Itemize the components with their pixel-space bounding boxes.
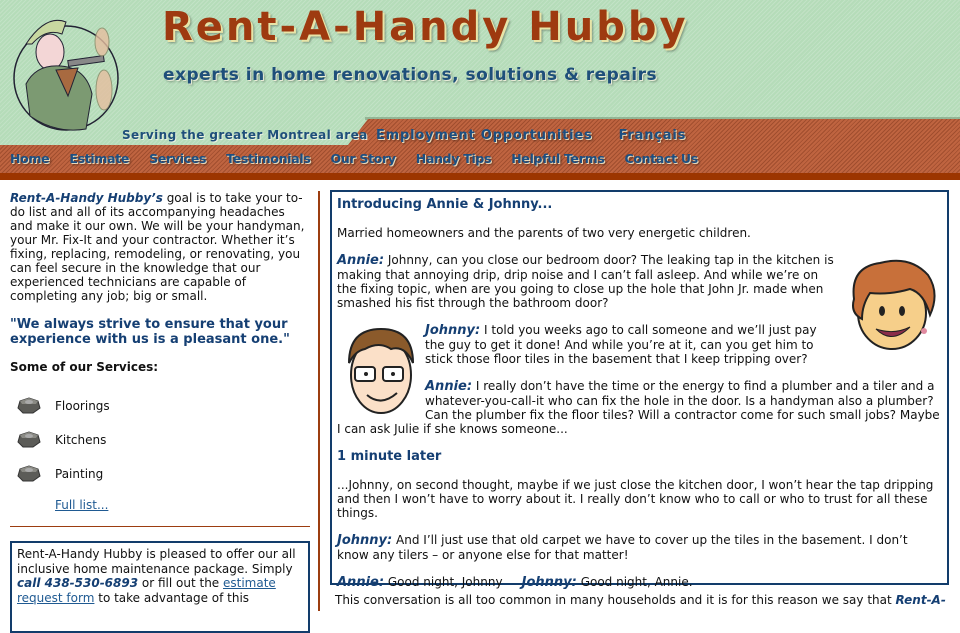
- nav-home[interactable]: Home: [10, 151, 50, 166]
- offer-text: to take advantage of this: [94, 590, 250, 605]
- brand-name: Rent-A-: [895, 593, 946, 607]
- left-column: [10, 191, 310, 512]
- nav-estimate[interactable]: Estimate: [69, 151, 130, 166]
- site-title: Rent-A-Handy Hubby: [162, 4, 689, 50]
- column-divider: [318, 191, 320, 611]
- speaker-annie: Annie:: [337, 575, 385, 590]
- summary-text: This conversation is all too common in many households and it is for this reason we say that: [335, 593, 896, 607]
- main-nav: [10, 151, 718, 166]
- site-header: [0, 0, 960, 180]
- intro-text: goal is to take your to-do list and all of its accompanying headaches and make it our own. We will be your handyman, your Mr. Fix-It and your contractor. Whether it’s fixing, replacing, remodeling, or renovating, you can feel secure in the knowledge that our experienced technicians are capable of completing any job; big or small.: [10, 191, 305, 303]
- dialogue-text: Good night, Annie.: [576, 575, 693, 589]
- story-line-annie-2: [337, 379, 942, 436]
- dialogue-text: Good night, Johnny: [384, 575, 503, 589]
- services-list: [10, 389, 310, 512]
- header-bottom-bar: [0, 173, 960, 180]
- maintenance-offer-box: [10, 541, 310, 633]
- full-services-list-link[interactable]: Full list...: [55, 498, 109, 512]
- nav-handy-tips[interactable]: Handy Tips: [415, 151, 492, 166]
- brand-name: Rent-A-Handy Hubby’s: [10, 191, 163, 205]
- story-line-johnny-2: [337, 533, 942, 562]
- service-area-text: Serving the greater Montreal area: [122, 128, 368, 142]
- nav-contact-us[interactable]: Contact Us: [624, 151, 698, 166]
- speaker-annie: Annie:: [425, 379, 473, 394]
- offer-text: or fill out the: [138, 576, 223, 590]
- handyman-mascot-logo[interactable]: [6, 4, 134, 136]
- nav-services[interactable]: Services: [149, 151, 207, 166]
- top-links: [376, 128, 686, 143]
- nav-our-story[interactable]: Our Story: [330, 151, 396, 166]
- service-item-painting: [10, 457, 310, 491]
- hex-nut-icon: [16, 397, 42, 415]
- hex-nut-icon: [16, 431, 42, 449]
- service-item-kitchens: [10, 423, 310, 457]
- later-heading: 1 minute later: [337, 449, 442, 464]
- goodnight-line: [337, 575, 942, 590]
- service-label: Kitchens: [55, 433, 107, 447]
- offer-text: Rent-A-Handy Hubby is pleased to offer our all inclusive home maintenance package. Simply: [17, 547, 296, 576]
- speaker-annie: Annie:: [337, 253, 385, 268]
- annie-johnny-story-box: [330, 190, 949, 590]
- employment-opportunities-link[interactable]: Employment Opportunities: [376, 128, 593, 143]
- speaker-johnny: Johnny:: [337, 533, 393, 548]
- speaker-johnny: Johnny:: [521, 575, 577, 590]
- service-item-floorings: [10, 389, 310, 423]
- dialogue-text: And I’ll just use that old carpet we have to cover up the tiles in the basement. I don’t know any tilers – or anyone else for that matter!: [337, 533, 908, 562]
- nav-helpful-terms[interactable]: Helpful Terms: [511, 151, 605, 166]
- left-divider: [10, 526, 310, 527]
- annie-cartoon-face: [840, 253, 942, 355]
- dialogue-text: Johnny, can you close our bedroom door? The leaking tap in the kitchen is making that annoying drip, drip noise and I can’t fall asleep. And while we’re on the fixing topic, when are you going to close up the hole that John Jr. made when smashed his fist through the bathroom door?: [337, 253, 834, 310]
- site-tagline: experts in home renovations, solutions & repairs: [163, 65, 658, 85]
- nav-testimonials[interactable]: Testimonials: [226, 151, 311, 166]
- service-label: Painting: [55, 467, 104, 481]
- story-intro: Married homeowners and the parents of two very energetic children.: [337, 226, 751, 240]
- conversation-summary-text: [335, 593, 946, 607]
- service-label: Floorings: [55, 399, 110, 413]
- story-heading: Introducing Annie & Johnny...: [337, 197, 553, 212]
- company-quote: "We always strive to ensure that your experience with us is a pleasant one.": [10, 317, 290, 347]
- hex-nut-icon: [16, 465, 42, 483]
- later-text: ...Johnny, on second thought, maybe if we just close the kitchen door, I won’t hear the tap dripping and then I won’t have to worry about it. I really don’t know who to call or who to trust for all these things.: [337, 478, 934, 520]
- dialogue-text: I really don’t have the time or the energy to find a plumber and a tiler and a whatever-you-call-it who can fix the hole in the door. Is a handyman also a plumber? Can the plumber fix the floor tiles? Will a contractor come for such small jobs? Maybe I can ask Julie if she knows someone...: [337, 379, 940, 436]
- call-phone-number[interactable]: call 438-530-6893: [17, 576, 139, 590]
- estimate-request-form-link[interactable]: estimate request form: [17, 576, 276, 605]
- francais-language-link[interactable]: Français: [618, 128, 687, 143]
- johnny-cartoon-face: [339, 323, 421, 417]
- dialogue-text: I told you weeks ago to call someone and we’ll just pay the guy to get it done! And while you’re at it, can you get him to stick those floor tiles in the basement that I keep tripping over?: [425, 323, 817, 366]
- speaker-johnny: Johnny:: [425, 323, 481, 338]
- services-heading: Some of our Services:: [10, 360, 159, 374]
- intro-paragraph: [10, 191, 310, 303]
